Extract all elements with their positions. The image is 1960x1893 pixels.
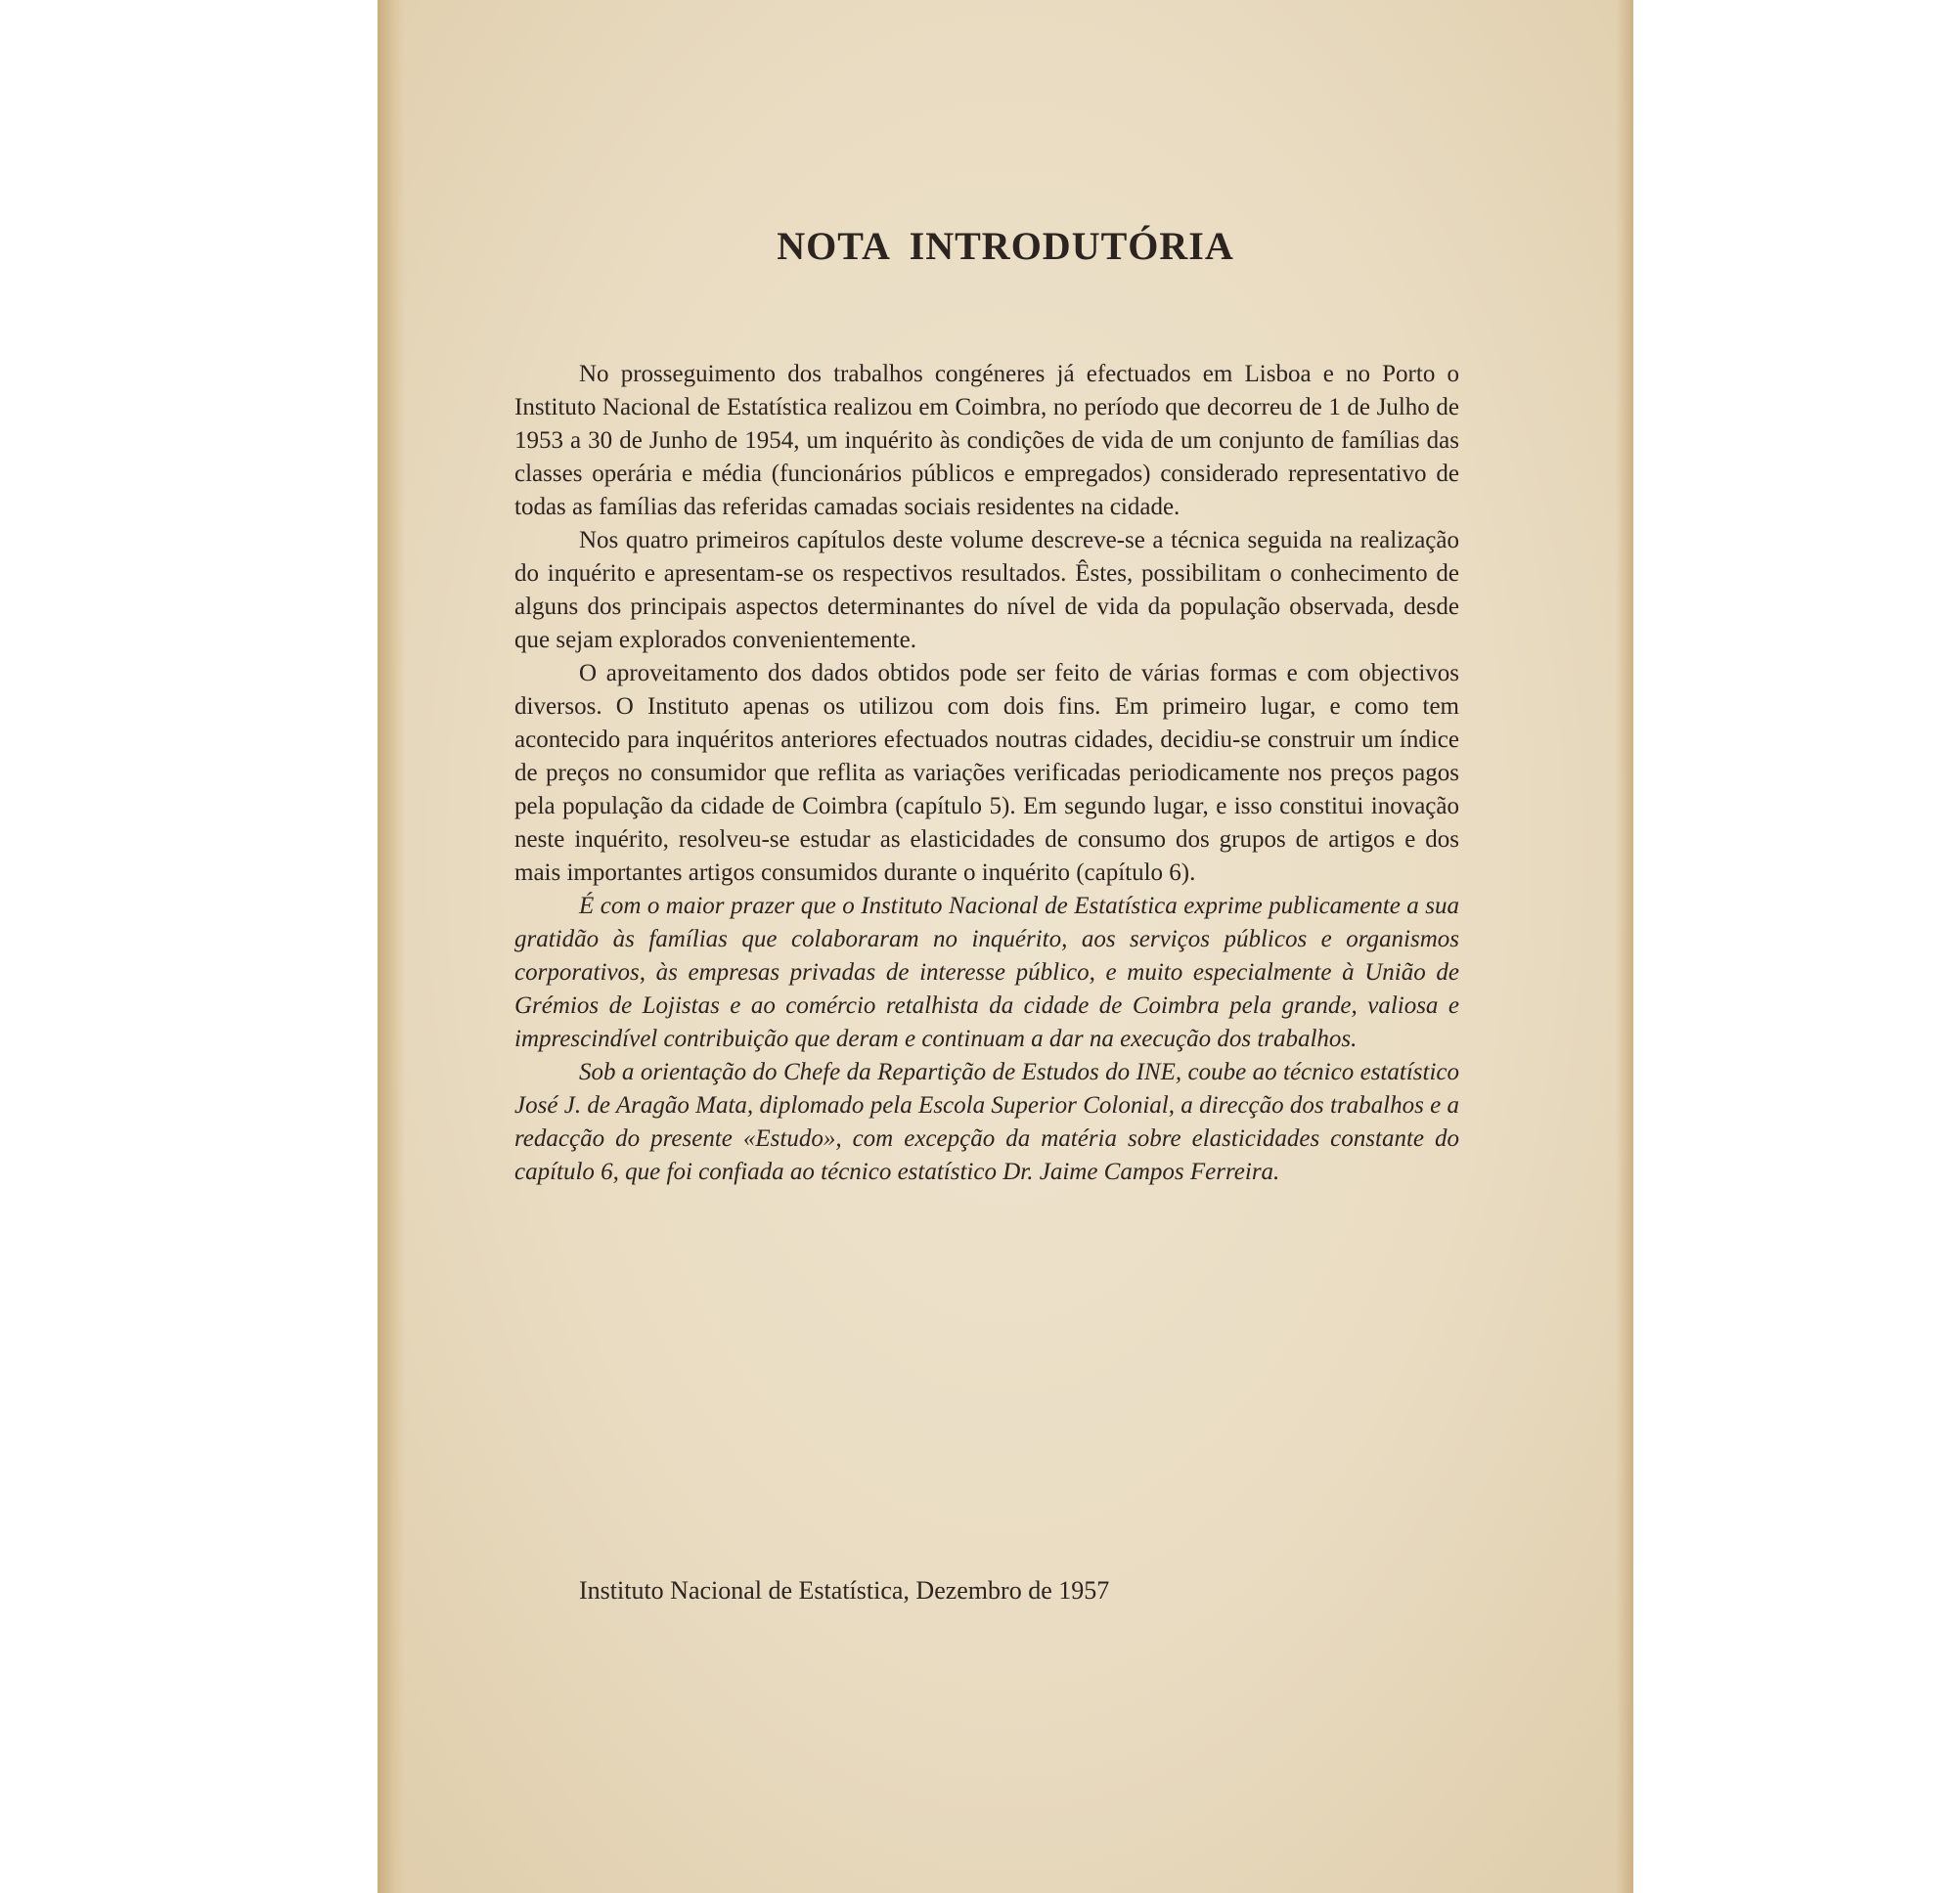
document-page xyxy=(378,0,1633,1893)
paragraph-3: O aproveitamento dos dados obtidos pode ser feito de várias formas e com objectivos diversos. O Instituto apenas os utilizou com dois fins. Em primeiro lugar, e como tem acontecido para inquéritos anteriores efectuados noutras cidades, decidiu-se construir um índice de preços no consumidor que reflita as variações verificadas periodicamente nos preços pagos pela população da cidade de Coimbra (capítulo 5). Em segundo lugar, e isso constitui inovação neste inquérito, resolveu-se estudar as elasticidades de consumo dos grupos de artigos e dos mais importantes artigos consumidos durante o inquérito (capítulo 6). xyxy=(514,660,1459,886)
paragraph-4: É com o maior prazer que o Instituto Nacional de Estatística exprime publicamente a sua gratidão às famílias que colaboraram no inquérito, aos serviços públicos e organismos corporativos, às empresas privadas de interesse público, e muito especialmente à União de Grémios de Lojistas e ao comércio retalhista da cidade de Coimbra pela grande, valiosa e imprescindível contribuição que deram e continuam a dar na execução dos trabalhos. xyxy=(514,893,1459,1052)
signature-line: Instituto Nacional de Estatística, Dezembro de 1957 xyxy=(579,1576,1110,1605)
page-title: NOTA INTRODUTÓRIA xyxy=(777,224,1234,268)
paragraph-1: No prosseguimento dos trabalhos congéneres já efectuados em Lisboa e no Porto o Instituto Nacional de Estatística realizou em Coimbra, no período que decorreu de 1 de Julho de 1953 a 30 de Junho de 1954, um inquérito às condições de vida de um conjunto de famílias das classes operária e média (funcionários públicos e empregados) considerado representativo de todas as famílias das referidas camadas sociais residentes na cidade. xyxy=(514,361,1459,520)
paragraph-2: Nos quatro primeiros capítulos deste volume descreve-se a técnica seguida na realização do inquérito e apresentam-se os respectivos resultados. Êstes, possibilitam o conhecimento de alguns dos principais aspectos determinantes do nível de vida da população observada, desde que sejam explorados convenientemente. xyxy=(514,527,1459,653)
page-body xyxy=(514,358,1459,1189)
paragraph-5: Sob a orientação do Chefe da Repartição de Estudos do INE, coube ao técnico estatístico José J. de Aragão Mata, diplomado pela Escola Superior Colonial, a direcção dos trabalhos e a redacção do presente «Estudo», com excepção da matéria sobre elasticidades constante do capítulo 6, que foi confiada ao técnico estatístico Dr. Jaime Campos Ferreira. xyxy=(514,1059,1459,1185)
